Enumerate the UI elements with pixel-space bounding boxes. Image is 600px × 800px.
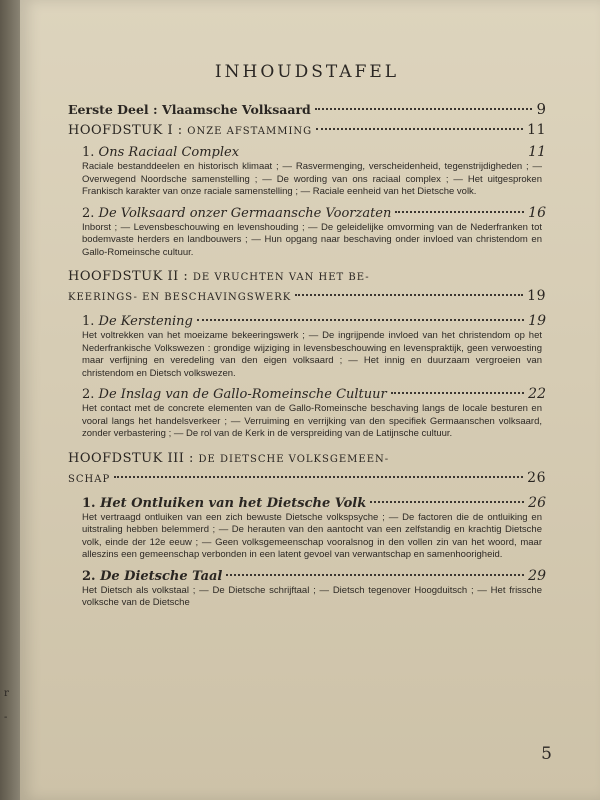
section-number: 2. xyxy=(82,387,95,402)
toc-section xyxy=(68,313,546,329)
toc-chapter-2 xyxy=(68,267,546,307)
page-number: 19 xyxy=(528,313,546,329)
page-number: 29 xyxy=(528,567,546,584)
section-number: 2. xyxy=(82,568,96,584)
section-summary: Het contact met de concrete elementen van de Gallo-Romeinsche beschaving langs de locale besturen en vooral langs het handelsverkeer ; — Verruiming en verrijking van den speciﬁek Germaanschen volksaard, zonder verbastering ; — De rol van de Kerk in de verspreiding van de Latijnsche cultuur. xyxy=(82,403,542,439)
dot-leader xyxy=(316,128,523,130)
page-number: 26 xyxy=(527,469,546,486)
toc-section xyxy=(68,495,546,511)
section-number: 2. xyxy=(82,205,95,221)
toc-chapter-3 xyxy=(68,449,546,489)
toc-section xyxy=(68,144,546,160)
chapter-title: DE DIETSCHE VOLKSGEMEEN- xyxy=(198,453,390,465)
section-number: 1. xyxy=(82,495,96,511)
section-title: De Dietsche Taal xyxy=(100,568,223,584)
dot-leader xyxy=(391,392,524,394)
dot-leader xyxy=(370,501,524,503)
section-title: Het Ontluiken van het Dietsche Volk xyxy=(100,495,367,511)
page-number: 19 xyxy=(527,288,546,304)
section-summary: Het Dietsch als volkstaal ; — De Dietsche schrijftaal ; — Dietsch tegenover Hoogduitsch ; — Het frissche volksche van de Dietsche xyxy=(82,584,542,608)
chapter-title-continued: KEERINGS- EN BESCHAVINGSWERK xyxy=(68,292,292,303)
chapter-title-continued: SCHAP xyxy=(68,473,111,485)
dot-leader xyxy=(114,476,523,478)
toc-section xyxy=(68,386,546,402)
page-number: 11 xyxy=(527,122,546,138)
section-title: De Inslag van de Gallo-Romeinsche Cultuur xyxy=(98,387,387,402)
dot-leader xyxy=(226,574,524,576)
section-number: 1. xyxy=(82,314,95,329)
chapter-label: HOOFDSTUK II : xyxy=(68,269,193,284)
page-number: 26 xyxy=(528,494,546,511)
page-number: 9 xyxy=(536,100,546,118)
toc-section xyxy=(68,568,546,584)
page-number: 22 xyxy=(528,386,546,402)
book-gutter xyxy=(0,0,20,800)
section-number: 1. xyxy=(82,145,95,160)
chapter-title: ONZE AFSTAMMING xyxy=(187,126,313,137)
toc-part-entry xyxy=(68,100,546,118)
page-folio: 5 xyxy=(541,744,552,764)
part-label: Eerste Deel : Vlaamsche Volksaard xyxy=(68,102,311,117)
page-title: INHOUDSTAFEL xyxy=(214,62,400,82)
margin-mark: - xyxy=(4,712,8,723)
toc-section xyxy=(68,205,546,221)
section-title: De Volksaard onzer Germaansche Voorzaten xyxy=(98,205,392,221)
page-number: 16 xyxy=(528,204,546,221)
table-of-contents xyxy=(68,62,546,610)
dot-leader xyxy=(315,108,533,110)
chapter-label: HOOFDSTUK I : xyxy=(68,123,188,138)
section-summary: Het voltrekken van het moeizame bekeeringswerk ; — De ingrijpende invloed van het christendom op het Nederfrankische Volkswezen : grondige wijziging in levensbeschouwing en levenspraktijk, geen verwoesting maar verfijning en veredeling van den eigen volksaard ; — Het innig en duurzaam vergroeien van christendom en Dietsch volkswezen. xyxy=(82,330,542,379)
page-number: 11 xyxy=(528,144,546,160)
section-summary: Inborst ; — Levensbeschouwing en levenshouding ; — De geleidelijke omvorming van de Nederfranken tot bodemvaste herders en landbouwers ; — Hun opgang naar beschaving onder invloed van christendom en Gallo-Romeinsche cultuur. xyxy=(82,221,542,258)
section-summary: Raciale bestanddeelen en historisch klimaat ; — Rasvermenging, verscheidenheid, tegenstrijdigheden ; — Overwegend Noordsche samenstelling ; — De wording van ons raciaal complex ; — Het uitgesproken Frankisch karakter van onze raciale samenstelling ; — Raciale eenheid van het Dietsche volk. xyxy=(82,161,542,197)
book-page xyxy=(20,0,600,800)
dot-leader xyxy=(395,211,524,213)
section-title: Ons Raciaal Complex xyxy=(98,145,240,160)
section-summary: Het vertraagd ontluiken van een zich bewuste Dietsche volkspsyche ; — De factoren die de ontluiking en uitstraling hebben belemmerd ; — De herauten van den aantocht van een zelfstandig en krachtig Dietsche volk, einde der 12e eeuw ; — Geen volksgemeenschap vooralsnog in den vollen zin van het woord, maar alleszins een gemeenschap verbonden in een latent gevoel van verwantschap en samenhoorigheid. xyxy=(82,511,542,560)
dot-leader xyxy=(197,319,524,321)
margin-mark: r xyxy=(4,688,9,699)
section-title: De Kerstening xyxy=(98,314,193,329)
chapter-title: DE VRUCHTEN VAN HET BE- xyxy=(192,272,370,283)
dot-leader xyxy=(295,294,523,296)
chapter-label: HOOFDSTUK III : xyxy=(68,450,199,466)
toc-chapter-1 xyxy=(68,122,546,138)
